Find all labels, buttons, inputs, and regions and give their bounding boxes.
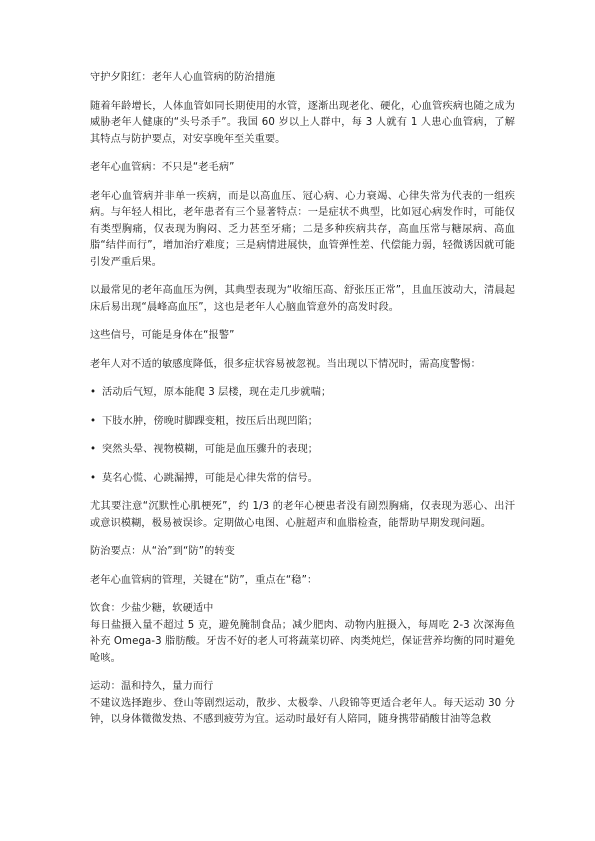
bullet-text: 活动后气短，原本能爬 3 层楼，现在走几步就喘； — [102, 387, 332, 398]
bullet-text: 突然头晕、视物模糊，可能是血压骤升的表现； — [102, 444, 319, 455]
bullet-icon: • — [90, 444, 97, 455]
bullet-item — [90, 442, 515, 459]
section-3-heading: 防治要点：从“治”到“防”的转变 — [90, 546, 235, 557]
bullet-item — [90, 385, 515, 402]
section-3-intro: 老年心血管病的管理，关键在“防”，重点在“稳”： — [90, 574, 318, 586]
bullet-item — [90, 471, 515, 488]
diet-block — [90, 601, 515, 667]
section-1-paragraph-1: 老年心血管病并非单一疾病，而是以高血压、冠心病、心力衰竭、心律失常为代表的一组疾病。与年轻人相比，老年患者有三个显著特点：一是症状不典型，比如冠心病发作时，可能仅有类型胸痛，仅表现为胸闷、乏力甚至牙痛；二是多种疾病共存，高血压常与糖尿病、高血脂“结伴而行”，增加治疗难度；三是病情进展快，血管弹性差、代偿能力弱，轻微诱因就可能引发严重后果。 — [90, 190, 515, 268]
document-page — [90, 70, 515, 741]
diet-text: 每日盐摄入量不超过 5 克，避免腌制食品；减少肥肉、动物内脏摄入，每周吃 2-3 次深海鱼补充 Omega-3 脂肪酸。牙齿不好的老人可将蔬菜切碎、肉类炖烂，保证营养均衡的同时避免呛咳。 — [90, 619, 515, 664]
section-2-heading: 这些信号，可能是身体在“报警” — [90, 330, 235, 341]
bullet-icon: • — [90, 415, 97, 427]
diet-title: 饮食：少盐少糖，软硬适中 — [90, 603, 214, 614]
section-2-note: 尤其要注意“沉默性心肌梗死”，约 1/3 的老年心梗患者没有剧烈胸痛，仅表现为恶心、出汗或意识模糊，极易被误诊。定期做心电图、心脏超声和血脂检查，能帮助早期发现问题。 — [90, 501, 515, 529]
bullet-text: 莫名心慌、心跳漏搏，可能是心律失常的信号。 — [102, 472, 319, 484]
bullet-item — [90, 414, 515, 431]
document-title: 守护夕阳红：老年人心血管病的防治措施 — [90, 72, 276, 83]
bullet-icon: • — [90, 472, 97, 484]
section-1-heading: 老年心血管病：不只是“老毛病” — [90, 162, 235, 173]
section-2-intro: 老年人对不适的敏感度降低，很多症状容易被忽视。当出现以下情况时，需高度警惕： — [90, 358, 481, 370]
intro-paragraph: 随着年龄增长，人体血管如同长期使用的水管，逐渐出现老化、硬化，心血管疾病也随之成为威胁老年人健康的“头号杀手”。我国 60 岁以上人群中，每 3 人就有 1 人患心血管病，了解其特点与防护要点，对安享晚年至关重要。 — [90, 100, 515, 145]
section-1-paragraph-2: 以最常见的老年高血压为例，其典型表现为“收缩压高、舒张压正常”，且血压波动大，清晨起床后易出现“晨峰高血压”，这也是老年人心脑血管意外的高发时段。 — [90, 285, 515, 313]
exercise-block — [90, 679, 515, 729]
exercise-title: 运动：温和持久，量力而行 — [90, 681, 214, 692]
bullet-text: 下肢水肿，傍晚时脚踝变粗，按压后出现凹陷； — [102, 415, 319, 427]
bullet-icon: • — [90, 387, 97, 398]
exercise-text: 不建议选择跑步、登山等剧烈运动，散步、太极拳、八段锦等更适合老年人。每天运动 30 分钟，以身体微微发热、不感到疲劳为宜。运动时最好有人陪同，随身携带硝酸甘油等急救 — [90, 697, 515, 725]
